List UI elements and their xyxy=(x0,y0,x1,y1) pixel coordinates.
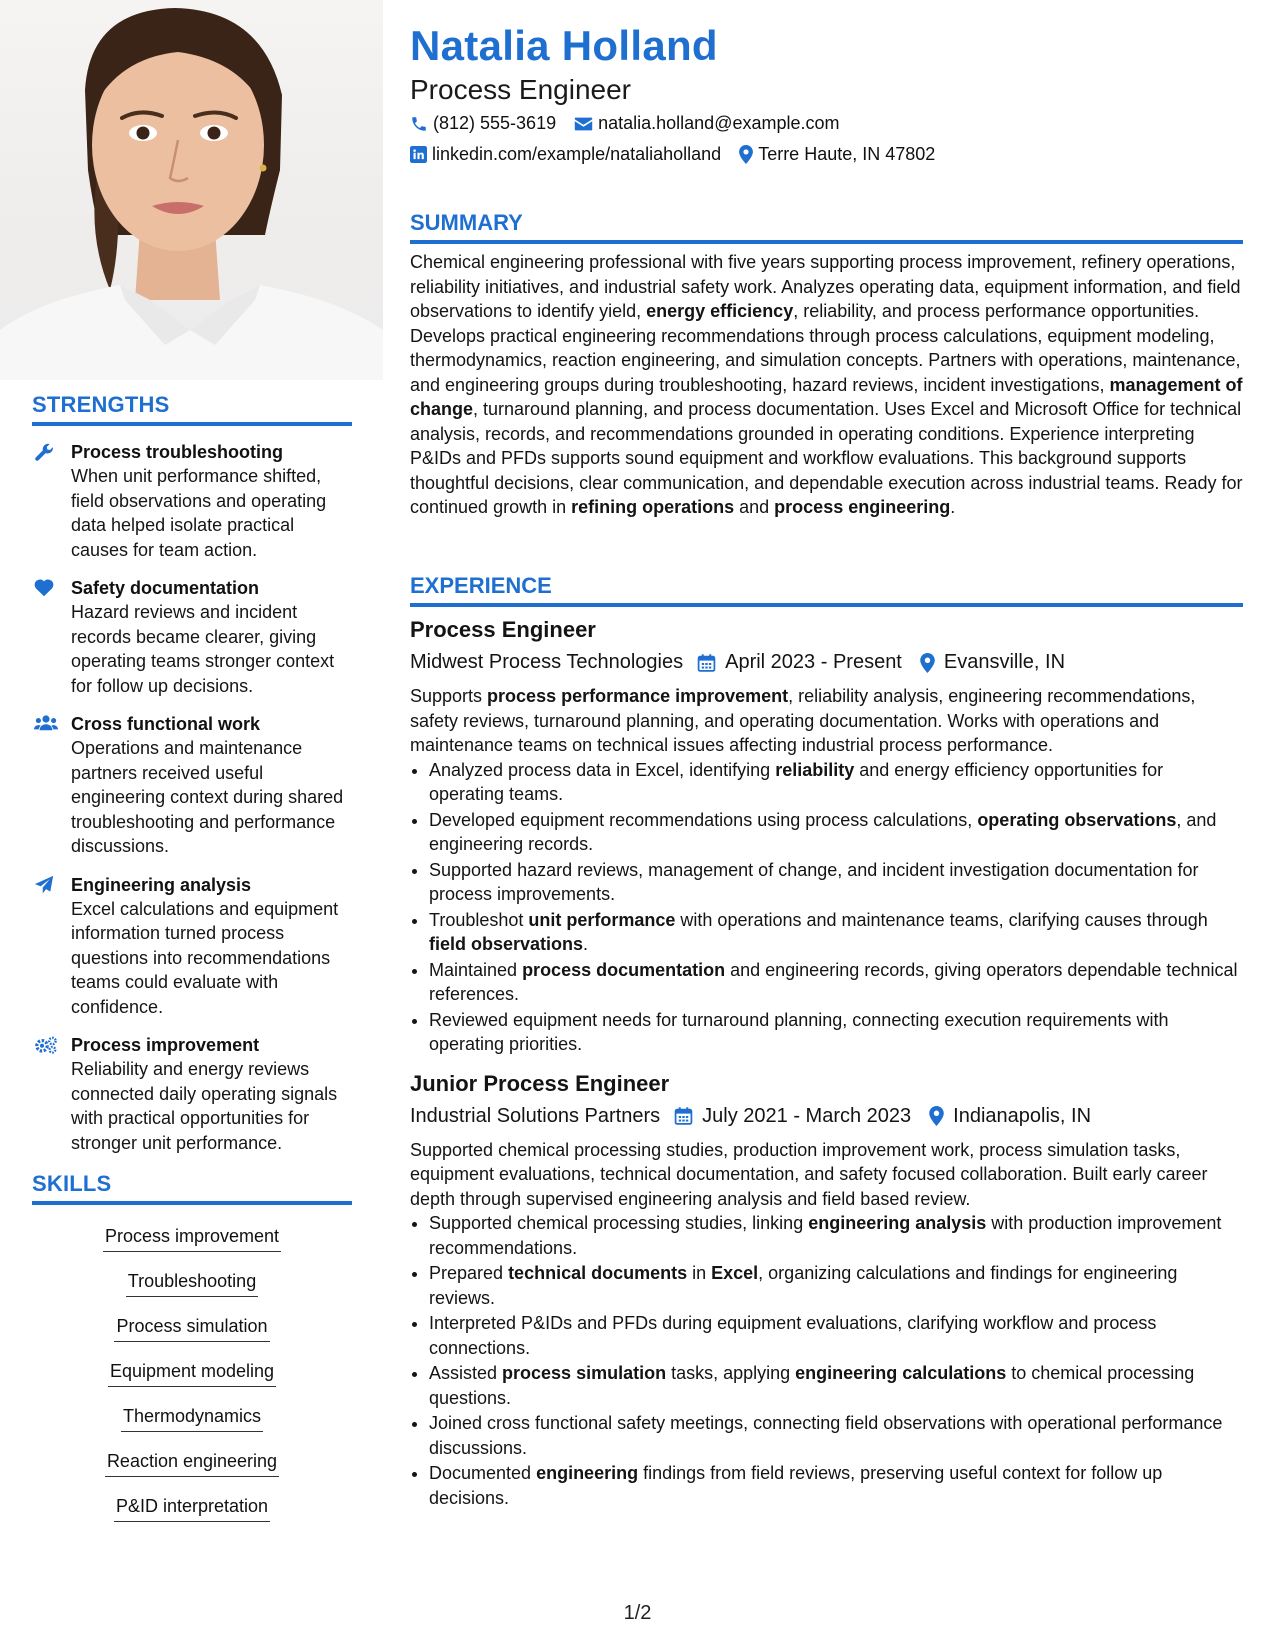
job-dates xyxy=(674,1105,911,1128)
text-run: . xyxy=(950,497,956,517)
strength-description: Reliability and energy reviews connected daily operating signals with practical opportunities for stronger unit performance. xyxy=(71,1059,338,1153)
strength-title: Process troubleshooting xyxy=(71,442,284,462)
strength-description: Excel calculations and equipment information turned process questions into recommendations teams could evaluate with confidence. xyxy=(71,898,339,1017)
text-run: Maintained xyxy=(429,959,523,980)
skill-row xyxy=(32,1440,352,1485)
strength-description: When unit performance shifted, field observations and operating data helped isolate practical causes for team action. xyxy=(71,466,327,560)
gears-icon xyxy=(34,1035,54,1055)
job-dates xyxy=(697,651,902,674)
job-title: Junior Process Engineer xyxy=(410,1070,670,1096)
bold-text: reliability xyxy=(775,759,855,780)
text-run: to chemical processing questions. xyxy=(429,1363,1195,1408)
location-item xyxy=(739,144,935,165)
text-run: Analyzed process data in Excel, identifying xyxy=(429,759,776,780)
text-run: , reliability analysis, engineering recommendations, safety reviews, turnaround planning, and operating documentation. Works with operations and maintenance teams on technical issues affecting industrial process performance. xyxy=(410,686,1196,755)
job-meta xyxy=(410,1105,1243,1128)
text-run: Documented xyxy=(429,1463,537,1483)
phone-icon xyxy=(410,115,428,133)
bullet-item xyxy=(429,808,1243,857)
job-entry-junior-process-engineer xyxy=(410,1071,1243,1511)
skill-row xyxy=(32,1260,352,1305)
users-icon xyxy=(34,714,54,734)
job-intro xyxy=(410,684,1243,758)
contact-row-2 xyxy=(410,144,953,165)
job-dates-text: July 2021 - March 2023 xyxy=(702,1104,912,1127)
text-run: Troubleshot xyxy=(429,909,529,930)
bullet-item xyxy=(429,1211,1243,1260)
bold-text: process performance improvement xyxy=(487,686,789,706)
text-run: Chemical engineering professional with five years supporting process improvement, refinery operations, reliability initiatives, and industrial safety work. Analyzes operating data, equipment information, and field observations to identify yield, xyxy=(410,252,1241,321)
location-text: Terre Haute, IN 47802 xyxy=(758,144,936,164)
phone-text: (812) 555-3619 xyxy=(433,113,557,133)
strength-item-engineering-analysis xyxy=(32,873,352,1020)
profile-photo xyxy=(0,0,383,380)
bullet-item xyxy=(429,1311,1243,1360)
calendar-icon xyxy=(674,1106,693,1126)
strengths-list xyxy=(32,440,352,1155)
skill-p-id-interpretation: P&ID interpretation xyxy=(114,1495,270,1522)
bold-text: engineering xyxy=(536,1463,639,1483)
skill-row xyxy=(32,1305,352,1350)
email-text[interactable]: natalia.holland@example.com xyxy=(598,113,840,133)
text-run: with production improvement recommendations. xyxy=(429,1213,1222,1258)
text-run: , organizing calculations and findings for engineering reviews. xyxy=(429,1263,1178,1308)
skill-process-simulation: Process simulation xyxy=(114,1315,269,1342)
bold-text: energy efficiency xyxy=(646,301,794,321)
skill-reaction-engineering: Reaction engineering xyxy=(105,1450,279,1477)
bold-text: Excel xyxy=(711,1263,759,1283)
summary-heading: SUMMARY xyxy=(410,210,1243,244)
company-name: Midwest Process Technologies xyxy=(410,651,684,673)
text-run: findings from field reviews, preserving useful context for follow up decisions. xyxy=(429,1463,1163,1508)
text-run: tasks, applying xyxy=(666,1363,796,1383)
text-run: , and engineering records. xyxy=(429,809,1217,854)
text-run: Developed equipment recommendations using process calculations, xyxy=(429,809,978,830)
candidate-role: Process Engineer xyxy=(410,74,632,105)
linkedin-item[interactable] xyxy=(410,144,721,165)
bold-text: process simulation xyxy=(502,1363,667,1383)
strength-item-process-troubleshooting xyxy=(32,440,352,562)
phone-item xyxy=(410,113,556,134)
bold-text: refining operations xyxy=(571,497,735,517)
page-number: 1/2 xyxy=(623,1602,652,1624)
text-run: Prepared xyxy=(429,1263,509,1283)
bold-text: unit performance xyxy=(528,909,676,930)
text-run: Supported chemical processing studies, linking xyxy=(429,1213,809,1233)
skill-row xyxy=(32,1215,352,1260)
strength-description: Hazard reviews and incident records became clearer, giving operating teams stronger context for follow up decisions. xyxy=(71,602,335,696)
contact-row-1 xyxy=(410,113,858,134)
text-run: Assisted xyxy=(429,1363,503,1383)
email-item[interactable] xyxy=(574,113,839,134)
job-list xyxy=(410,617,1243,1510)
skill-row xyxy=(32,1395,352,1440)
bold-text: management of change xyxy=(410,374,1243,419)
bold-text: process engineering xyxy=(774,497,951,517)
job-location xyxy=(920,651,1065,674)
map-pin-icon xyxy=(739,145,753,164)
strengths-section xyxy=(32,392,352,1155)
bold-text: field observations xyxy=(429,934,584,954)
linkedin-icon xyxy=(410,146,427,163)
job-title: Process Engineer xyxy=(410,617,596,642)
job-bullets xyxy=(410,758,1243,1057)
heart-icon xyxy=(34,578,54,598)
strength-title: Safety documentation xyxy=(71,578,260,598)
bullet-item xyxy=(429,1411,1243,1460)
strength-title: Cross functional work xyxy=(71,714,261,734)
bold-text: engineering calculations xyxy=(795,1363,1007,1383)
paper-plane-icon xyxy=(34,875,54,895)
strength-title: Engineering analysis xyxy=(71,874,252,895)
bullet-item xyxy=(429,758,1243,807)
summary-text xyxy=(410,250,1243,520)
strength-item-process-improvement xyxy=(32,1033,352,1155)
envelope-icon xyxy=(574,116,593,132)
job-bullets xyxy=(410,1211,1243,1510)
text-run: with operations and maintenance teams, clarifying causes through xyxy=(675,909,1208,930)
bullet-item xyxy=(429,1361,1243,1410)
text-run: Joined cross functional safety meetings, connecting field observations with operational performance discussions. xyxy=(429,1413,1223,1458)
bullet-item xyxy=(429,858,1243,907)
experience-section xyxy=(410,573,1243,1511)
skill-thermodynamics: Thermodynamics xyxy=(121,1405,263,1432)
job-location-text: Indianapolis, IN xyxy=(953,1104,1092,1127)
text-run: and engineering records, giving operators dependable technical references. xyxy=(429,959,1238,1004)
skills-heading: SKILLS xyxy=(32,1171,352,1205)
text-run: Reviewed equipment needs for turnaround planning, connecting execution requirements with operating priorities. xyxy=(429,1009,1169,1054)
strength-title: Process improvement xyxy=(71,1035,260,1055)
text-run: . xyxy=(583,934,589,954)
job-dates-text: April 2023 - Present xyxy=(725,651,902,673)
bullet-item xyxy=(429,1261,1243,1310)
text-run: Supported hazard reviews, management of change, and incident investigation documentation for process improvements. xyxy=(429,859,1199,904)
bold-text: engineering analysis xyxy=(808,1213,987,1233)
map-pin-icon xyxy=(920,653,935,673)
job-meta xyxy=(410,651,1243,674)
job-entry-process-engineer xyxy=(410,617,1243,1057)
bullet-item xyxy=(429,1008,1243,1057)
linkedin-text[interactable]: linkedin.com/example/nataliaholland xyxy=(432,144,722,164)
map-pin-icon xyxy=(929,1106,944,1126)
job-location xyxy=(929,1105,1091,1128)
text-run: , reliability, and process performance opportunities. Develops practical engineering recommendations through process calculations, equipment modeling, thermodynamics, reaction engineering, and simulation concepts. Partners with operations, maintenance, and engineering groups during troubleshooting, hazard reviews, incident investigations, xyxy=(410,301,1241,395)
bold-text: technical documents xyxy=(508,1263,688,1283)
skill-row xyxy=(32,1350,352,1395)
company-name: Industrial Solutions Partners xyxy=(410,1104,661,1127)
skill-equipment-modeling: Equipment modeling xyxy=(108,1360,276,1387)
skill-process-improvement: Process improvement xyxy=(103,1225,281,1252)
skill-row xyxy=(32,1485,352,1530)
job-location-text: Evansville, IN xyxy=(943,651,1066,673)
bullet-item xyxy=(429,958,1243,1007)
bold-text: operating observations xyxy=(977,809,1177,830)
text-run: Supported chemical processing studies, production improvement work, process simulation tasks, equipment evaluations, technical documentation, and safety focused collaboration. Built early career depth through supervised engineering analysis and field based review. xyxy=(410,1139,1208,1209)
text-run: and energy efficiency opportunities for operating teams. xyxy=(429,759,1164,804)
wrench-icon xyxy=(34,442,54,462)
text-run: Interpreted P&IDs and PFDs during equipment evaluations, clarifying workflow and process connections. xyxy=(429,1313,1157,1358)
skills-list xyxy=(32,1215,352,1530)
bullet-item xyxy=(429,908,1243,957)
text-run: Supports xyxy=(410,686,488,706)
strengths-heading: STRENGTHS xyxy=(32,392,352,426)
experience-heading: EXPERIENCE xyxy=(410,573,1243,607)
calendar-icon xyxy=(697,653,716,673)
bold-text: process documentation xyxy=(522,959,726,980)
strength-description: Operations and maintenance partners received useful engineering context during shared troubleshooting and performance discussions. xyxy=(71,738,344,856)
text-run: in xyxy=(687,1263,712,1283)
text-run: , turnaround planning, and process documentation. Uses Excel and Microsoft Office for technical analysis, records, and recommendations grounded in operating conditions. Experience interpreting P&IDs and PFDs supports sound equipment and workflow evaluations. This background supports thoughtful decisions, clear communication, and dependable execution across industrial teams. Ready for continued growth in xyxy=(410,399,1243,517)
summary-section xyxy=(410,210,1243,520)
bullet-item xyxy=(429,1461,1243,1510)
strength-item-cross-functional-work xyxy=(32,712,352,859)
skills-section xyxy=(32,1171,352,1530)
candidate-name: Natalia Holland xyxy=(410,22,718,69)
skill-troubleshooting: Troubleshooting xyxy=(126,1270,258,1297)
job-intro xyxy=(410,1138,1243,1212)
text-run: and xyxy=(734,497,775,517)
strength-item-safety-documentation xyxy=(32,576,352,698)
